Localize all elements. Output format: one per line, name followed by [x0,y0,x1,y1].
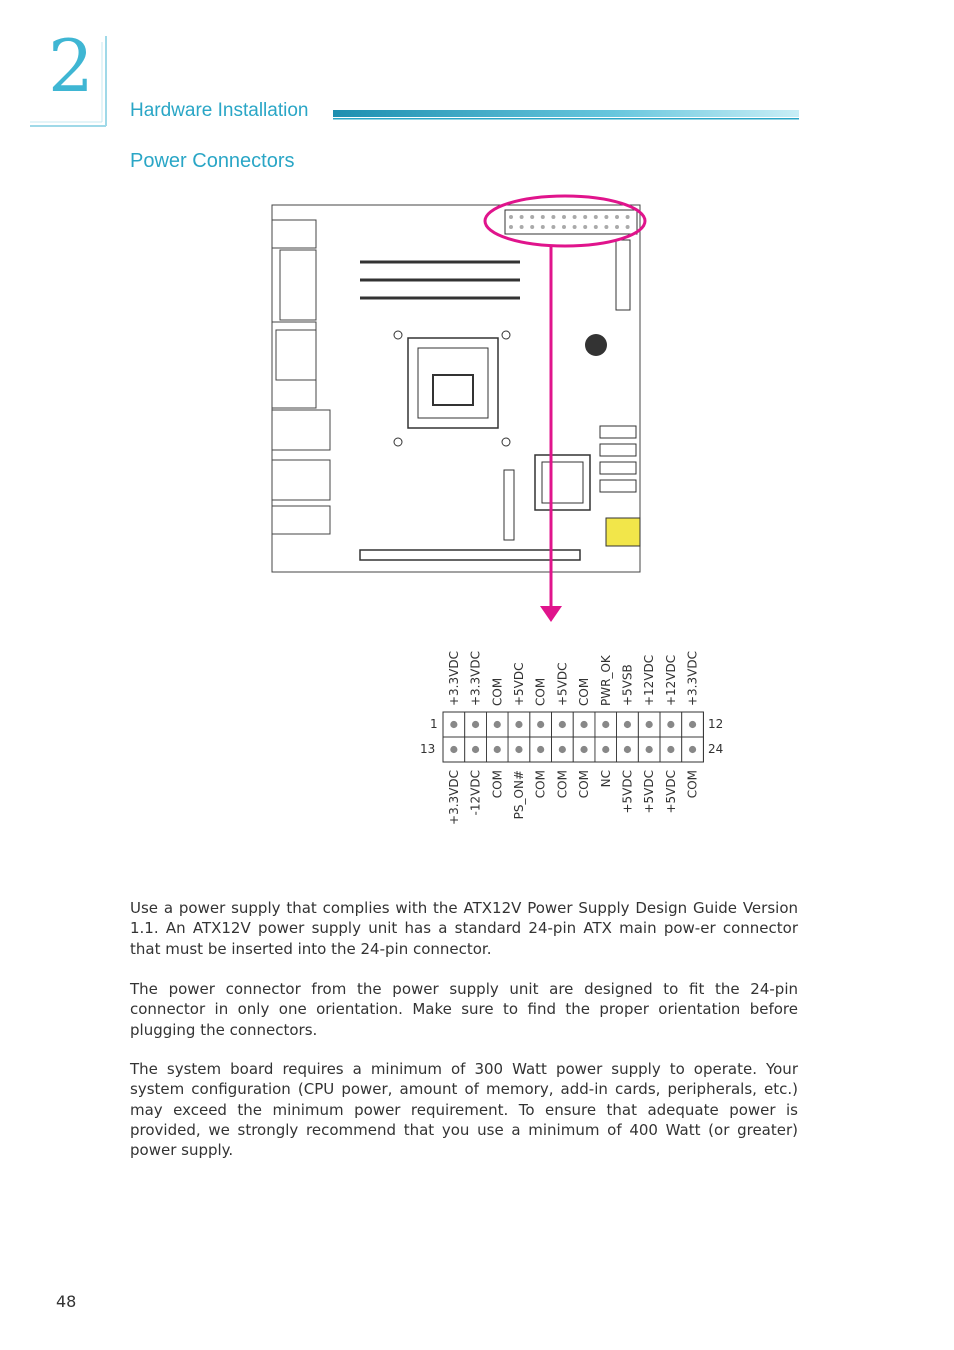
board-pin [520,215,524,219]
board-outline [272,205,640,572]
pin-dot [689,746,696,753]
pointer-arrow-head [540,606,562,622]
bottom-pin-label: NC [598,770,613,788]
bottom-pin-label: +5VDC [642,770,657,814]
top-pin-label: +12VDC [663,654,678,706]
buzzer [585,334,607,356]
top-pin-label: COM [490,677,505,706]
section-title: Hardware Installation [130,100,309,121]
pin-dot [537,721,544,728]
top-pin-label: +3.3VDC [446,651,461,706]
pin-dot [559,746,566,753]
pin-number-12: 12 [708,717,724,731]
bottom-pin-labels [447,770,700,825]
motherboard-diagram [260,190,660,630]
pin-number-24: 24 [708,742,724,756]
board-pin [573,215,577,219]
bottom-pin-label: -12VDC [468,770,483,816]
pin-dot [559,721,566,728]
board-pin [583,215,587,219]
board-pin [530,225,534,229]
board-pin [583,225,587,229]
board-pin [541,225,545,229]
pin-dot [602,721,609,728]
page-number: 48 [56,1292,77,1311]
board-pin [594,215,598,219]
paragraph-2: The power connector from the power supply unit are designed to fit the 24-pin connector in only one orientation. Make sure to find the proper orientation before plugging the connectors. [130,980,798,1039]
board-pin [551,215,555,219]
pin-dot [450,746,457,753]
pin-dot [494,721,501,728]
pin-dot [515,721,522,728]
board-pin [594,225,598,229]
board-pin [509,225,513,229]
paragraph-1: Use a power supply that complies with the ATX12V Power Supply Design Guide Version 1.1. An ATX12V power supply unit has a standard 24-pin ATX main pow-er connector that must be inserted into the 24-pin connector. [130,899,798,958]
top-pin-label: PWR_OK [598,655,613,706]
board-pin [615,215,619,219]
board-pin [573,225,577,229]
pin-dot [667,721,674,728]
board-pin [626,215,630,219]
pin-dot [580,746,587,753]
pin-dot [624,746,631,753]
pin-number-1: 1 [430,717,438,731]
bottom-pin-label: COM [577,770,592,799]
board-pin [509,215,513,219]
chapter-number: 2 [48,24,94,108]
top-pin-label: COM [577,677,592,706]
board-pin [551,225,555,229]
pin-dot [624,721,631,728]
board-pin [604,225,608,229]
board-pin [562,215,566,219]
bottom-pin-label: +3.3VDC [446,770,461,825]
atx-24pin-connector [505,210,637,234]
page-title: Power Connectors [130,150,295,172]
pin-number-13: 13 [420,742,436,756]
pin-dot [494,746,501,753]
top-pin-label: +3.3VDC [685,651,700,706]
top-pin-label: COM [533,677,548,706]
top-pin-labels [447,651,700,706]
top-pin-label: +3.3VDC [468,651,483,706]
top-pin-label: +12VDC [642,654,657,706]
board-pin [520,225,524,229]
board-pin [530,215,534,219]
paragraph-3: The system board requires a minimum of 300 Watt power supply to operate. Your system configuration (CPU power, amount of memory, add-in cards, peripherals, etc.) may exceed the minimum power requirement. To ensure that adequate power is provided, we strongly recommend that you use a minimum of 400 Watt (or greater) power supply. [130,1060,798,1160]
pin-dot [472,721,479,728]
pin-dot [646,721,653,728]
pin-grid [443,712,703,762]
bottom-pin-label: PS_ON# [511,770,526,820]
bottom-pin-label: +5VDC [663,770,678,814]
board-pin [626,225,630,229]
board-pin [562,225,566,229]
bottom-pin-label: COM [533,770,548,799]
bottom-pin-label: +5VDC [620,770,635,814]
pin-dot [689,721,696,728]
top-pin-label: +5VDC [511,662,526,706]
pin-dot [602,746,609,753]
board-pin [615,225,619,229]
top-pin-label: +5VSB [620,664,635,706]
header-bar [333,110,799,120]
bottom-pin-label: COM [685,770,700,799]
pin-dot [472,746,479,753]
front-panel-header [606,518,640,546]
board-pin [541,215,545,219]
top-pin-label: +5VDC [555,662,570,706]
pin-dot [580,721,587,728]
pin-dot [667,746,674,753]
bottom-pin-label: COM [555,770,570,799]
pin-dot [450,721,457,728]
pinout-diagram [400,630,750,850]
pin-dot [537,746,544,753]
bottom-pin-label: COM [490,770,505,799]
pin-dot [646,746,653,753]
board-pin [604,215,608,219]
pin-dot [515,746,522,753]
